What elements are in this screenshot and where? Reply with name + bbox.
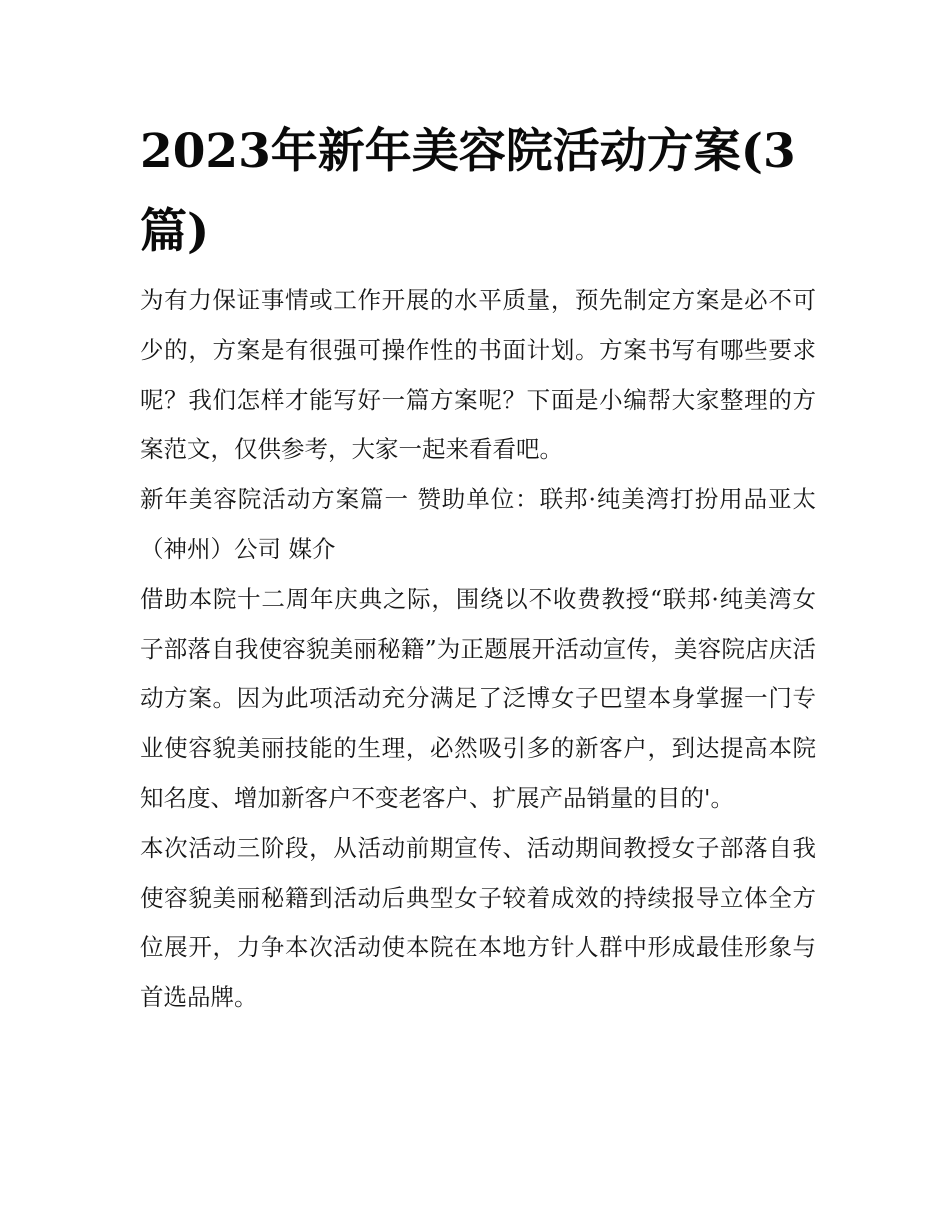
document-body [140,276,816,1023]
background-paragraph: 借助本院十二周年庆典之际，围绕以不收费教授“联邦·纯美湾女子部落自我使容貌美丽秘籍”为正题展开活动宣传，美容院店庆活动方案。因为此项活动充分满足了泛博女子巴望本身掌握一门专业使容貌美丽技能的生理，必然吸引多的新客户，到达提高本院知名度、增加新客户不变老客户、扩展产品销量的目的'。 [140,584,816,812]
intro-paragraph: 为有力保证事情或工作开展的水平质量，预先制定方案是必不可少的，方案是有很强可操作性的书面计划。方案书写有哪些要求呢？我们怎样才能写好一篇方案呢？下面是小编帮大家整理的方案范文，仅供参考，大家一起来看看吧。 [140,286,816,464]
plan-one-heading-paragraph: 新年美容院活动方案篇一 赞助单位：联邦·纯美湾打扮用品亚太（神州）公司 媒介 [140,485,816,563]
document-title: 2023年新年美容院活动方案(3篇) [140,124,796,259]
stages-paragraph: 本次活动三阶段，从活动前期宣传、活动期间教授女子部落自我使容貌美丽秘籍到活动后典型女子较着成效的持续报导立体全方位展开，力争本次活动使本院在本地方针人群中形成最佳形象与首选品牌。 [140,833,816,1012]
